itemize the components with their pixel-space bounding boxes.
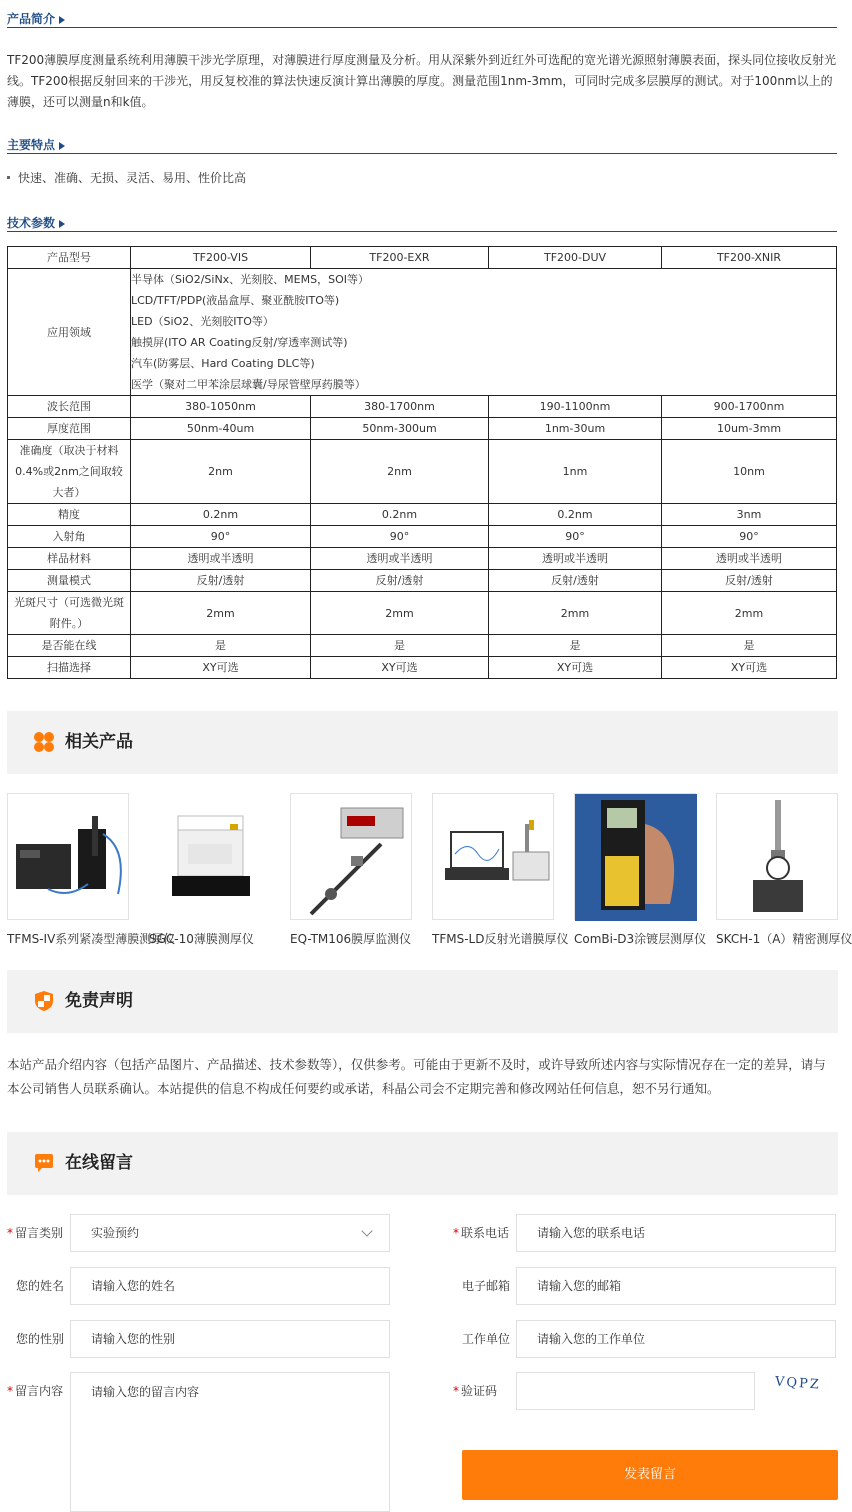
table-cell: 2mm <box>489 592 662 635</box>
table-cell: XY可选 <box>311 657 489 679</box>
category-select[interactable]: 实验预约 <box>70 1214 390 1252</box>
table-cell: 是 <box>662 635 837 657</box>
table-row <box>8 396 837 418</box>
triangle-icon <box>59 142 65 150</box>
message-form-title: 在线留言 <box>65 1153 133 1173</box>
product-image[interactable] <box>716 793 838 920</box>
product-name[interactable]: EQ-TM106膜厚监测仪 <box>290 932 412 946</box>
table-row <box>8 526 837 548</box>
table-cell: 厚度范围 <box>8 418 131 440</box>
email-input[interactable]: 请输入您的邮箱 <box>516 1267 836 1305</box>
app-list-item: LED（SiO2、光刻胶ITO等） <box>131 315 274 328</box>
table-cell: 2nm <box>311 440 489 504</box>
submit-button[interactable]: 发表留言 <box>462 1450 838 1500</box>
app-list-item: 触摸屏(ITO AR Coating反射/穿透率测试等) <box>131 336 348 349</box>
table-cell: 反射/透射 <box>131 570 311 592</box>
table-cell: 10nm <box>662 440 837 504</box>
triangle-icon <box>59 220 65 228</box>
table-cell: XY可选 <box>131 657 311 679</box>
table-row <box>8 548 837 570</box>
table-cell: 反射/透射 <box>311 570 489 592</box>
table-row <box>8 635 837 657</box>
table-cell: 380-1700nm <box>311 396 489 418</box>
table-cell: 190-1100nm <box>489 396 662 418</box>
table-cell: TF200-XNIR <box>662 247 837 269</box>
company-input[interactable]: 请输入您的工作单位 <box>516 1320 836 1358</box>
table-cell: 1nm-30um <box>489 418 662 440</box>
app-list-item: LCD/TFT/PDP(液晶盒厚、聚亚酰胺ITO等) <box>131 294 340 307</box>
name-label: 您的姓名 <box>16 1279 65 1293</box>
company-label: 工作单位 <box>462 1332 511 1346</box>
table-cell: 90° <box>489 526 662 548</box>
app-list-item: 汽车(防雾层、Hard Coating DLC等) <box>131 357 315 370</box>
table-cell: TF200-DUV <box>489 247 662 269</box>
clover-icon <box>33 731 55 753</box>
disclaimer-title: 免责声明 <box>65 991 133 1011</box>
table-cell: 反射/透射 <box>489 570 662 592</box>
table-cell: 90° <box>131 526 311 548</box>
related-products-title: 相关产品 <box>65 732 133 752</box>
phone-input[interactable]: 请输入您的联系电话 <box>516 1214 836 1252</box>
table-cell: 扫描选择 <box>8 657 131 679</box>
product-name[interactable]: SKCH-1（A）精密测厚仪 <box>716 932 852 946</box>
product-card[interactable] <box>149 793 271 947</box>
table-cell: 透明或半透明 <box>131 548 311 570</box>
triangle-icon <box>59 16 65 24</box>
shield-icon <box>33 990 55 1012</box>
table-cell: 0.2nm <box>131 504 311 526</box>
table-cell: 透明或半透明 <box>311 548 489 570</box>
product-image[interactable] <box>7 793 129 920</box>
table-cell: 50nm-300um <box>311 418 489 440</box>
spec-table <box>7 246 837 679</box>
product-image[interactable] <box>574 793 696 920</box>
related-products-header <box>7 711 838 774</box>
bullet-icon <box>7 176 10 179</box>
app-list-item: 医学（聚对二甲苯涂层球囊/导尿管壁厚药膜等） <box>131 378 366 391</box>
email-label: 电子邮箱 <box>462 1279 511 1293</box>
table-cell: 2mm <box>311 592 489 635</box>
table-cell: 2nm <box>131 440 311 504</box>
table-row <box>8 440 837 504</box>
product-image[interactable] <box>290 793 412 920</box>
table-cell: 精度 <box>8 504 131 526</box>
table-cell: 产品型号 <box>8 247 131 269</box>
product-card[interactable] <box>7 793 176 947</box>
message-form-header <box>7 1132 838 1195</box>
table-cell: 应用领域 <box>8 269 131 396</box>
table-cell: 是 <box>489 635 662 657</box>
table-cell: 透明或半透明 <box>489 548 662 570</box>
chat-bubble-icon <box>33 1152 55 1174</box>
table-cell: 样品材料 <box>8 548 131 570</box>
table-cell: XY可选 <box>662 657 837 679</box>
table-cell: 0.2nm <box>311 504 489 526</box>
feature-list: 快速、准确、无损、灵活、易用、性价比高 <box>7 170 246 186</box>
table-cell: 是 <box>311 635 489 657</box>
disclaimer-header <box>7 970 838 1033</box>
table-row <box>8 269 837 396</box>
product-name[interactable]: SGC-10薄膜测厚仪 <box>149 932 254 946</box>
product-image[interactable] <box>432 793 554 920</box>
product-name[interactable]: ComBi-D3涂镀层测厚仪 <box>574 932 707 946</box>
captcha-label: * 验证码 <box>453 1384 498 1398</box>
captcha-input[interactable] <box>516 1372 755 1410</box>
product-name[interactable]: TFMS-IV系列紧凑型薄膜测厚仪 <box>7 932 176 946</box>
table-cell: 1nm <box>489 440 662 504</box>
table-row <box>8 504 837 526</box>
section-header-features: 主要特点 <box>7 128 837 154</box>
product-card[interactable] <box>716 793 852 947</box>
product-card[interactable] <box>574 793 707 947</box>
related-products-list <box>7 793 852 953</box>
table-header-row <box>8 247 837 269</box>
table-cell: 90° <box>662 526 837 548</box>
table-cell: 准确度（取决于材料0.4%或2nm之间取较大者） <box>8 440 131 504</box>
table-cell: 入射角 <box>8 526 131 548</box>
name-input[interactable]: 请输入您的姓名 <box>70 1267 390 1305</box>
category-label: * 留言类别 <box>7 1226 64 1240</box>
gender-label: 您的性别 <box>16 1332 65 1346</box>
table-cell: 900-1700nm <box>662 396 837 418</box>
table-cell: 波长范围 <box>8 396 131 418</box>
intro-text: TF200薄膜厚度测量系统利用薄膜干涉光学原理，对薄膜进行厚度测量及分析。用从深紫外到近红外可选配的宽光谱光源照射薄膜表面，探头同位接收反射光线。TF200根据反射回来的干涉光，用反复校准的算法快速反演计算出薄膜的厚度。测量范围1nm-3mm，可同时完成多层膜厚的测试。对于100nm以上的薄膜，还可以测量n和k值。 <box>7 53 837 109</box>
message-textarea[interactable]: 请输入您的留言内容 <box>70 1372 390 1512</box>
table-cell: 10um-3mm <box>662 418 837 440</box>
table-cell: 0.2nm <box>489 504 662 526</box>
phone-label: * 联系电话 <box>453 1226 510 1240</box>
disclaimer-text: 本站产品介绍内容（包括产品图片、产品描述、技术参数等），仅供参考。可能由于更新不及时，或许导致所述内容与实际情况存在一定的差异，请与本公司销售人员联系确认。本站提供的信息不构成任何要约或承诺，科晶公司会不定期完善和修改网站任何信息，恕不另行通知。 <box>7 1057 826 1096</box>
table-cell: 是否能在线 <box>8 635 131 657</box>
product-name[interactable]: TFMS-LD反射光谱膜厚仪 <box>432 932 569 946</box>
product-card[interactable] <box>432 793 569 947</box>
section-header-params: 技术参数 <box>7 206 837 232</box>
table-cell: 是 <box>131 635 311 657</box>
table-cell: 50nm-40um <box>131 418 311 440</box>
table-cell: 380-1050nm <box>131 396 311 418</box>
product-image[interactable] <box>149 793 271 920</box>
table-row <box>8 657 837 679</box>
product-card[interactable] <box>290 793 412 947</box>
table-cell: 反射/透射 <box>662 570 837 592</box>
table-cell: 透明或半透明 <box>662 548 837 570</box>
app-list-item: 半导体（SiO2/SiNx、光刻胶、MEMS，SOI等） <box>131 273 369 286</box>
section-header-intro: 产品简介 <box>7 2 837 28</box>
table-cell: TF200-EXR <box>311 247 489 269</box>
table-cell: 90° <box>311 526 489 548</box>
table-cell: 3nm <box>662 504 837 526</box>
table-cell: 2mm <box>131 592 311 635</box>
table-row <box>8 418 837 440</box>
table-cell: 测量模式 <box>8 570 131 592</box>
table-cell: 光斑尺寸（可选微光斑附件。） <box>8 592 131 635</box>
app-list <box>131 269 837 396</box>
table-cell: TF200-VIS <box>131 247 311 269</box>
message-label: * 留言内容 <box>7 1384 64 1398</box>
table-row <box>8 592 837 635</box>
table-cell: XY可选 <box>489 657 662 679</box>
captcha-image[interactable]: VQPZ <box>774 1374 822 1393</box>
chevron-down-icon <box>361 1225 372 1236</box>
table-cell: 2mm <box>662 592 837 635</box>
table-row <box>8 570 837 592</box>
gender-input[interactable]: 请输入您的性别 <box>70 1320 390 1358</box>
